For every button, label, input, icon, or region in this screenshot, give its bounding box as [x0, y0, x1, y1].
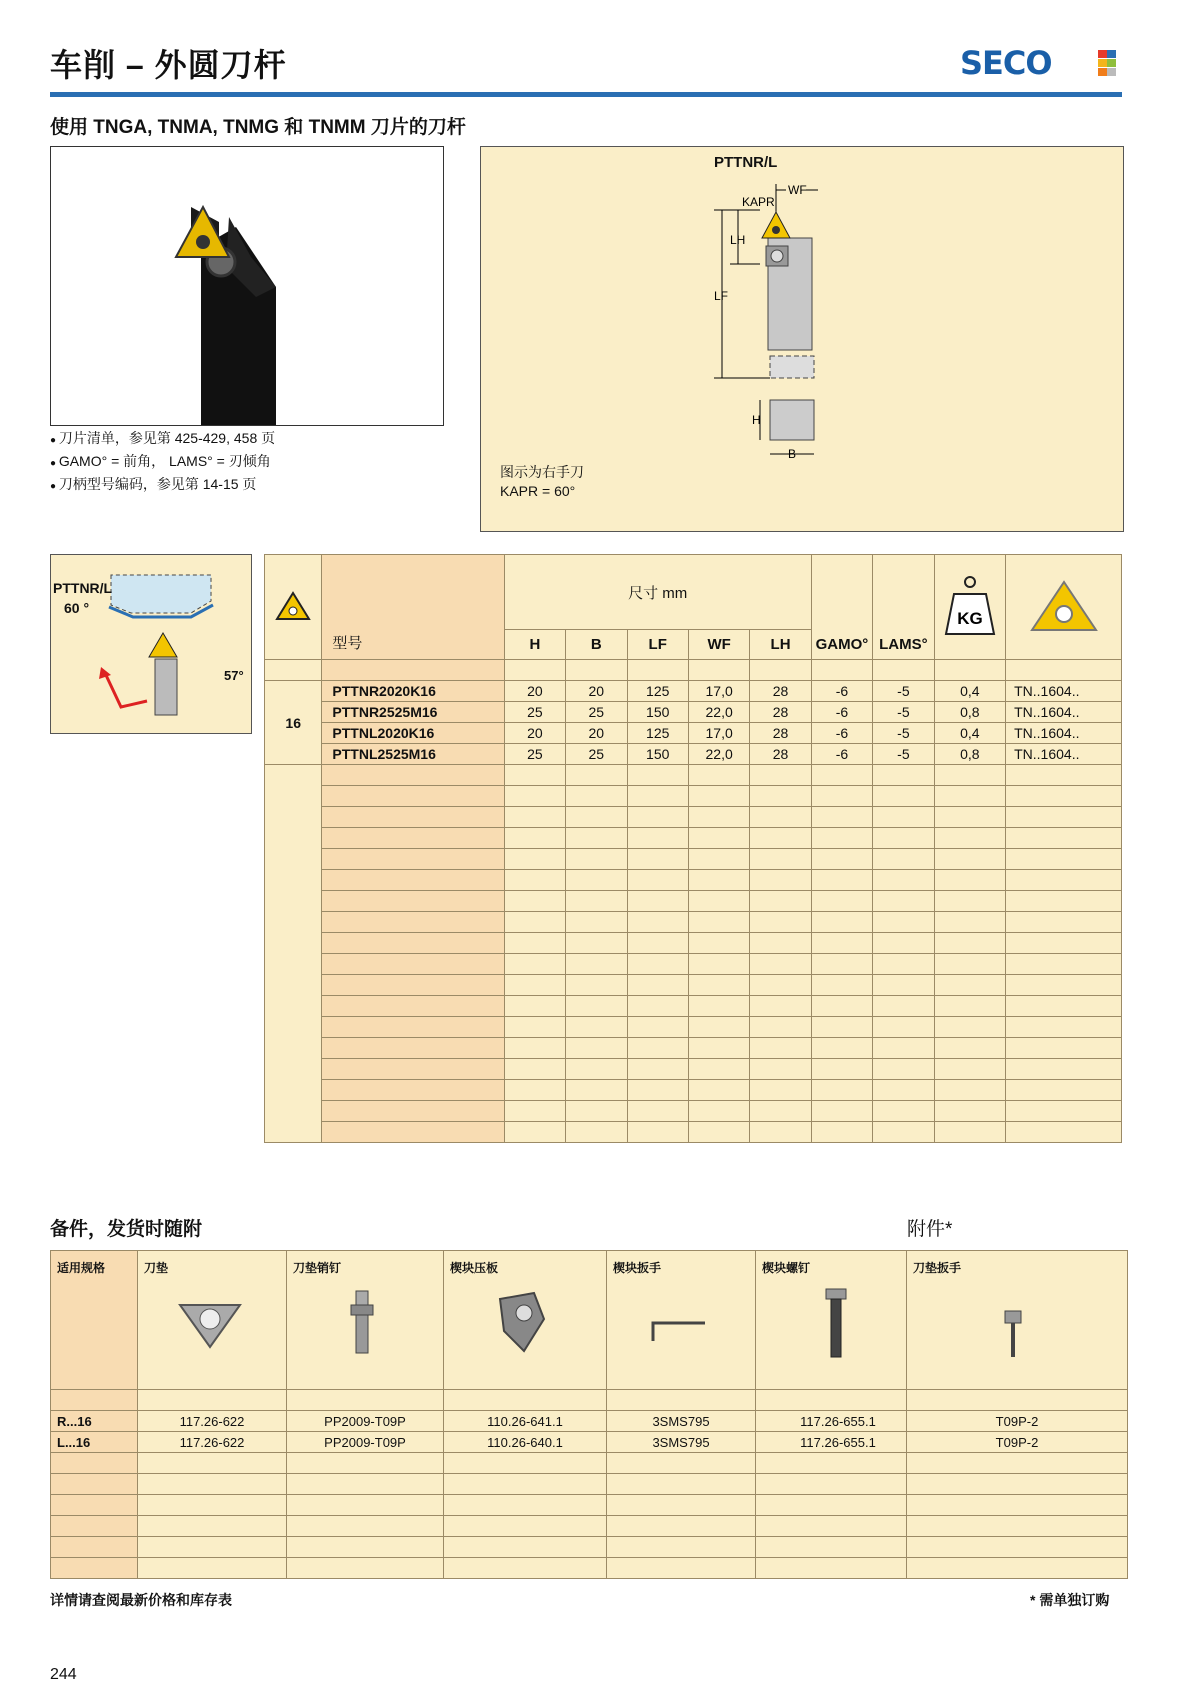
- empty-row: [265, 786, 1122, 807]
- acc-header-shim-key-label: 刀垫扳手: [913, 1261, 962, 1275]
- insert-size: 16: [265, 681, 322, 765]
- empty-row: [265, 870, 1122, 891]
- cell-lams: -5: [873, 702, 934, 723]
- label-lf: LF: [714, 289, 729, 303]
- model-code: PTTNL2525M16: [322, 744, 504, 765]
- empty-row: [265, 975, 1122, 996]
- accessories-table: [50, 1250, 921, 1579]
- cell-gamo: -6: [811, 723, 872, 744]
- acc-cell: 110.26-640.1: [444, 1432, 607, 1453]
- empty-row: [265, 849, 1122, 870]
- shim-pin-icon: [347, 1289, 377, 1355]
- cell-kg: 0,4: [934, 681, 1006, 702]
- header-rule: [50, 92, 1122, 97]
- acc-cell: 117.26-655.1: [756, 1411, 921, 1432]
- acc-cell: PP2009-T09P: [287, 1411, 444, 1432]
- note-item: ● 刀片清单，参见第 425-429, 458 页: [50, 428, 275, 451]
- empty-row: [907, 1558, 1128, 1579]
- wedge-key-icon: [649, 1319, 709, 1343]
- cell-insert: TN..1604..: [1006, 744, 1122, 765]
- empty-row: [51, 1537, 921, 1558]
- empty-row: [265, 996, 1122, 1017]
- empty-row: [51, 1474, 921, 1495]
- label-h: H: [752, 413, 761, 427]
- table-row: [265, 723, 1122, 744]
- empty-row: [265, 1038, 1122, 1059]
- empty-row: [51, 1558, 921, 1579]
- acc-header-shim-pin: [287, 1251, 444, 1390]
- model-header: 型号: [322, 555, 504, 660]
- label-b: B: [788, 447, 797, 461]
- weight-icon-label: KG: [957, 608, 983, 628]
- label-lh: LH: [730, 233, 746, 247]
- small-diagram-title: PTTNR/L: [53, 580, 113, 596]
- tool-holder-photo: [50, 146, 444, 426]
- col-b: B: [566, 630, 627, 660]
- empty-row: [265, 1059, 1122, 1080]
- acc-row: [51, 1432, 921, 1453]
- page-title: 车削 – 外圆刀杆: [50, 47, 287, 83]
- cell-lams: -5: [873, 681, 934, 702]
- empty-row: [907, 1453, 1128, 1474]
- cell-lams: -5: [873, 744, 934, 765]
- diagram-title: PTTNR/L: [714, 154, 778, 171]
- extras-empty-rows: [907, 1453, 1128, 1579]
- acc-cell: 3SMS795: [607, 1411, 756, 1432]
- cell-insert: TN..1604..: [1006, 681, 1122, 702]
- diagram-kapr-note: KAPR = 60°: [500, 483, 576, 499]
- empty-row: [265, 807, 1122, 828]
- acc-header-shim: [138, 1251, 287, 1390]
- extras-title: 附件*: [907, 1219, 953, 1240]
- empty-row: [907, 1516, 1128, 1537]
- cell-insert: TN..1604..: [1006, 702, 1122, 723]
- small-diagram-angle2: 57°: [224, 668, 244, 683]
- acc-cell: PP2009-T09P: [287, 1432, 444, 1453]
- acc-cell: 117.26-655.1: [756, 1432, 921, 1453]
- empty-row: [265, 891, 1122, 912]
- insert-header: [1006, 555, 1122, 660]
- acc-header-wedge-key: [607, 1251, 756, 1390]
- acc-extra-cell: T09P-2: [907, 1411, 1128, 1432]
- acc-header-wedge-screw-label: 楔块螺钉: [762, 1261, 811, 1275]
- cell-lams: -5: [873, 723, 934, 744]
- cell-wf: 22,0: [688, 702, 749, 723]
- col-wf: WF: [688, 630, 749, 660]
- note-item: ● 刀柄型号编码，参见第 14-15 页: [50, 474, 275, 497]
- empty-row: [51, 1453, 921, 1474]
- acc-header-wedge-clamp: [444, 1251, 607, 1390]
- label-wf: WF: [788, 183, 807, 197]
- empty-row: [265, 1017, 1122, 1038]
- acc-extra-cell: T09P-2: [907, 1432, 1128, 1453]
- cell-b: 20: [566, 681, 627, 702]
- cell-lf: 150: [627, 744, 688, 765]
- table-row: [265, 702, 1122, 723]
- cell-kg: 0,8: [934, 744, 1006, 765]
- cell-lh: 28: [750, 723, 811, 744]
- brand-logo: SECO: [960, 44, 1052, 82]
- table-row: [265, 681, 1122, 702]
- acc-header-spec: 适用规格: [51, 1251, 138, 1390]
- cell-lf: 125: [627, 723, 688, 744]
- cell-kg: 0,8: [934, 702, 1006, 723]
- acc-header-shim-key: [907, 1251, 1128, 1390]
- wedge-clamp-icon: [494, 1289, 550, 1355]
- tool-holder-table: [264, 554, 1122, 1143]
- acc-cell: 110.26-641.1: [444, 1411, 607, 1432]
- cell-wf: 17,0: [688, 723, 749, 744]
- diagram-note: 图示为右手刀: [500, 464, 584, 480]
- acc-header-wedge-clamp-label: 楔块压板: [450, 1261, 499, 1275]
- table-spacer-row: [265, 660, 1122, 681]
- insert-size-icon-cell: [265, 555, 322, 660]
- wedge-screw-icon: [822, 1287, 850, 1359]
- cell-gamo: -6: [811, 702, 872, 723]
- col-h: H: [504, 630, 565, 660]
- gamo-header: GAMO°: [811, 555, 872, 660]
- empty-row: [265, 933, 1122, 954]
- accessories-title: 备件，发货时随附: [50, 1219, 203, 1240]
- acc-spec: L...16: [51, 1432, 138, 1453]
- cell-gamo: -6: [811, 681, 872, 702]
- cell-h: 25: [504, 702, 565, 723]
- cell-lf: 125: [627, 681, 688, 702]
- model-code: PTTNL2020K16: [322, 723, 504, 744]
- cell-b: 25: [566, 702, 627, 723]
- cell-b: 20: [566, 723, 627, 744]
- weight-header: [934, 555, 1006, 660]
- lams-header: LAMS°: [873, 555, 934, 660]
- table-row: [265, 744, 1122, 765]
- cell-kg: 0,4: [934, 723, 1006, 744]
- cell-gamo: -6: [811, 744, 872, 765]
- empty-row: [907, 1537, 1128, 1558]
- cell-wf: 22,0: [688, 744, 749, 765]
- acc-spec: R...16: [51, 1411, 138, 1432]
- cell-insert: TN..1604..: [1006, 723, 1122, 744]
- note-item: ● GAMO° = 前角， LAMS° = 刃倾角: [50, 451, 275, 474]
- acc-header-wedge-key-label: 楔块扳手: [613, 1261, 662, 1275]
- insert-icon: [1028, 578, 1100, 634]
- acc-header-shim-label: 刀垫: [144, 1261, 169, 1275]
- shim-icon: [178, 1299, 242, 1349]
- model-code: PTTNR2525M16: [322, 702, 504, 723]
- weight-icon: [944, 574, 996, 638]
- extras-table: [906, 1250, 1128, 1579]
- cell-wf: 17,0: [688, 681, 749, 702]
- acc-header-shim-pin-label: 刀垫销钉: [293, 1261, 342, 1275]
- torx-key-icon: [1003, 1309, 1023, 1359]
- cell-b: 25: [566, 744, 627, 765]
- acc-empty-rows: [51, 1453, 921, 1579]
- cell-h: 25: [504, 744, 565, 765]
- small-diagram-angle: 60 °: [64, 600, 90, 616]
- footer-note: 详情请查阅最新价格和库存表: [50, 1592, 232, 1608]
- col-lh: LH: [750, 630, 811, 660]
- empty-row: [265, 1122, 1122, 1143]
- empty-row: [907, 1495, 1128, 1516]
- empty-row: [265, 828, 1122, 849]
- model-code: PTTNR2020K16: [322, 681, 504, 702]
- acc-header-wedge-screw: [756, 1251, 921, 1390]
- cell-lh: 28: [750, 702, 811, 723]
- empty-row: [265, 1101, 1122, 1122]
- label-kapr: KAPR: [742, 195, 775, 209]
- notes-list: [50, 428, 275, 497]
- empty-row: [51, 1516, 921, 1537]
- cell-h: 20: [504, 723, 565, 744]
- dimension-drawing: [700, 178, 850, 468]
- acc-row: [51, 1411, 921, 1432]
- empty-row: [265, 1080, 1122, 1101]
- acc-cell: 117.26-622: [138, 1411, 287, 1432]
- page-number: 244: [50, 1666, 77, 1683]
- col-lf: LF: [627, 630, 688, 660]
- tool-holder-illustration: [51, 147, 443, 425]
- empty-row: [51, 1495, 921, 1516]
- empty-row: [265, 765, 1122, 786]
- insert-triangle-icon: [273, 589, 313, 623]
- footer-asterisk-note: * 需单独订购: [1030, 1592, 1110, 1608]
- logo-color-blocks: [1098, 50, 1116, 76]
- empty-row: [907, 1474, 1128, 1495]
- acc-cell: 117.26-622: [138, 1432, 287, 1453]
- acc-cell: 3SMS795: [607, 1432, 756, 1453]
- empty-row: [265, 912, 1122, 933]
- empty-rows: [265, 765, 1122, 1143]
- cell-h: 20: [504, 681, 565, 702]
- empty-row: [265, 954, 1122, 975]
- dimension-header: 尺寸 mm: [504, 555, 811, 630]
- section-subtitle: 使用 TNGA, TNMA, TNMG 和 TNMM 刀片的刀杆: [50, 117, 466, 138]
- cell-lh: 28: [750, 744, 811, 765]
- cell-lf: 150: [627, 702, 688, 723]
- cell-lh: 28: [750, 681, 811, 702]
